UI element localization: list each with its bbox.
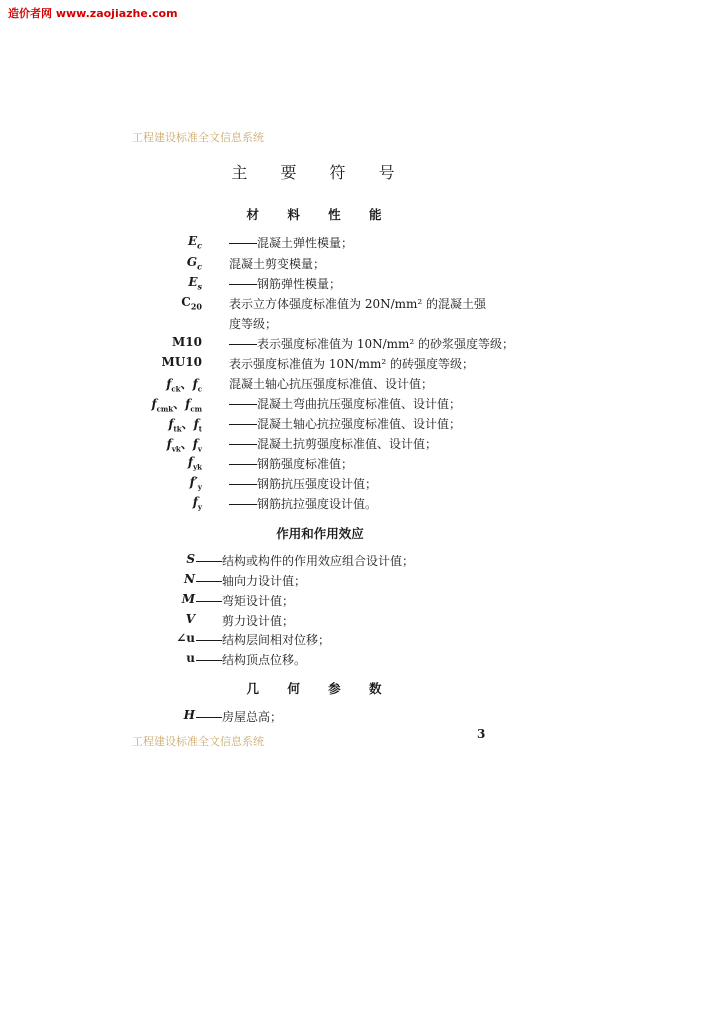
item-symbol: MU10 [161, 355, 202, 369]
item-symbol: ∠u [176, 631, 195, 645]
item-symbol: $f_{tk}$、$f_t$ [168, 417, 202, 434]
item-text: 混凝土弹性模量； [257, 236, 354, 250]
item-text-wrap [196, 552, 414, 569]
item-symbol: u [186, 651, 195, 665]
section-actions: 作用和作用效应 [276, 526, 364, 541]
section-geometry: 几 何 参 数 [246, 681, 394, 696]
item-text: 表示强度标准值为 10N/mm² 的砂浆强度等级； [257, 337, 515, 351]
page-number: 3 [477, 727, 486, 741]
item-text: 钢筋抗拉强度设计值。 [257, 497, 378, 511]
watermark-top: 工程建设标准全文信息系统 [132, 131, 264, 144]
page-title: 主 要 符 号 [231, 163, 409, 182]
item-symbol: S [186, 552, 195, 566]
watermark-bottom: 工程建设标准全文信息系统 [132, 735, 264, 748]
item-text: 剪力设计值； [222, 614, 295, 628]
site-header: 造价者网 www.zaojiazhe.com [8, 7, 178, 20]
item-text: 混凝土轴心抗压强度标准值、设计值； [229, 377, 434, 391]
item-symbol: $f_{cmk}$、$f_{cm}$ [151, 397, 202, 414]
item-text: 结构或构件的作用效应组合设计值； [222, 554, 415, 568]
item-symbol: $E_c$ [187, 234, 202, 251]
item-symbol: V [185, 612, 195, 626]
item-text: 表示立方体强度标准值为 20N/mm² 的混凝土强 [229, 297, 487, 311]
item-text: 混凝土抗剪强度标准值、设计值； [257, 437, 438, 451]
item-text: 钢筋强度标准值； [257, 457, 354, 471]
item-text: 轴向力设计值； [222, 574, 307, 588]
item-symbol: $f_y$ [192, 495, 202, 512]
item-symbol: $f_{yk}$ [187, 455, 202, 472]
item-symbol: $f'_y$ [189, 475, 202, 492]
item-text: 结构层间相对位移； [222, 633, 331, 647]
item-symbol: $f_{ck}$、$f_c$ [166, 377, 202, 394]
item-text: 钢筋抗压强度设计值； [257, 477, 378, 491]
item-text: 结构顶点位移。 [222, 653, 307, 667]
item-symbol: M [181, 592, 195, 606]
item-text: 混凝土剪变模量； [229, 257, 326, 271]
section-materials: 材 料 性 能 [246, 207, 394, 222]
item-symbol: $C_{20}$ [181, 295, 202, 312]
item-symbol: M10 [172, 335, 202, 349]
item-symbol: $E_s$ [188, 275, 202, 292]
item-text: 混凝土弯曲抗压强度标准值、设计值； [257, 397, 462, 411]
item-symbol: $f_{vk}$、$f_v$ [166, 437, 202, 454]
item-text: 混凝土轴心抗拉强度标准值、设计值； [257, 417, 462, 431]
item-symbol: $G_c$ [186, 255, 202, 272]
item-text: 房屋总高； [222, 710, 283, 724]
item-text: 钢筋弹性模量； [257, 277, 342, 291]
item-text: 弯矩设计值； [222, 594, 295, 608]
item-text: 度等级； [229, 317, 278, 331]
item-text: 表示强度标准值为 10N/mm² 的砖强度等级； [229, 357, 475, 371]
item-symbol: N [184, 572, 195, 586]
item-symbol: H [183, 708, 195, 722]
